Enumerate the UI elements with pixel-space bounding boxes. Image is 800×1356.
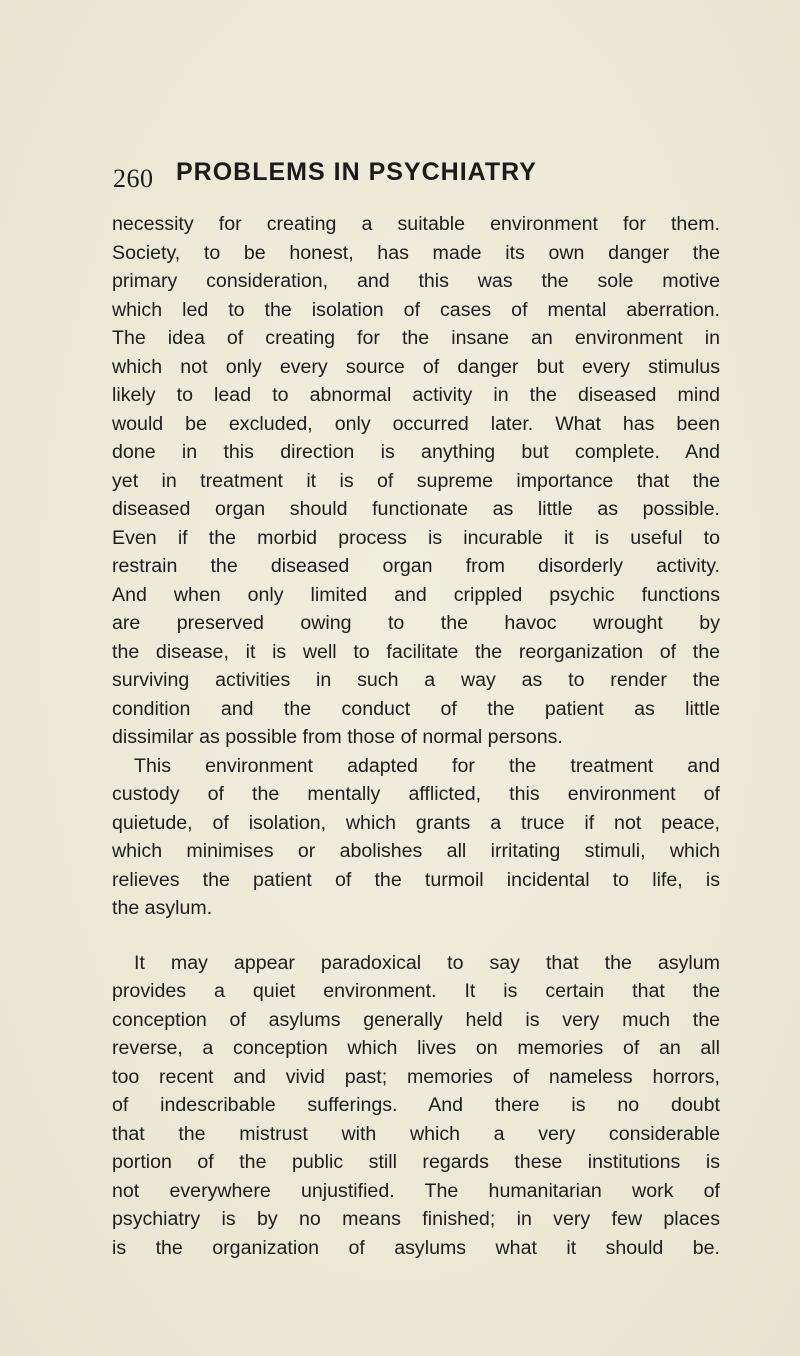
paragraph-3 (112, 949, 720, 1263)
paragraph-2 (112, 752, 720, 923)
section-gap (112, 923, 720, 949)
text-line: conception of asylums generally held is very much the (112, 1008, 720, 1031)
text-line: restrain the diseased organ from disorderly activity. (112, 555, 720, 577)
text-line: done in this direction is anything but complete. And (112, 441, 720, 463)
text-line: This environment adapted for the treatment and (134, 754, 720, 777)
text-line: provides a quiet environment. It is certain that the (112, 980, 720, 1002)
page-header (113, 158, 713, 198)
page-number: 260 (113, 164, 154, 193)
text-line: of indescribable sufferings. And there is no doubt (112, 1094, 720, 1116)
text-line: which minimises or abolishes all irritating stimuli, which (112, 840, 720, 862)
text-line: are preserved owing to the havoc wrought by (112, 612, 720, 634)
text-line: portion of the public still regards these institutions is (112, 1151, 720, 1173)
text-line: which not only every source of danger but every stimulus (112, 355, 720, 378)
text-line: diseased organ should functionate as little as possible. (112, 498, 720, 520)
text-line: Society, to be honest, has made its own danger the (112, 241, 720, 264)
running-title: PROBLEMS IN PSYCHIATRY (176, 158, 537, 186)
text-line: is the organization of asylums what it should be. (112, 1236, 720, 1259)
text-line: The idea of creating for the insane an environment in (112, 327, 720, 349)
text-line: not everywhere unjustified. The humanitarian work of (112, 1179, 720, 1202)
text-line: primary consideration, and this was the sole motive (112, 270, 720, 292)
text-line: condition and the conduct of the patient as little (112, 697, 720, 720)
text-line: psychiatry is by no means finished; in very few places (112, 1208, 720, 1230)
text-line: likely to lead to abnormal activity in the diseased mind (112, 384, 720, 406)
text-line: the asylum. (112, 897, 213, 919)
text-line: too recent and vivid past; memories of nameless horrors, (112, 1065, 720, 1088)
text-line: would be excluded, only occurred later. What has been (112, 412, 720, 435)
text-line: And when only limited and crippled psychic functions (112, 583, 720, 606)
paragraph-1 (112, 210, 720, 752)
text-line: yet in treatment it is of supreme importance that the (112, 469, 720, 492)
text-line: surviving activities in such a way as to render the (112, 669, 720, 691)
text-line: quietude, of isolation, which grants a truce if not peace, (112, 811, 720, 834)
text-line: that the mistrust with which a very considerable (112, 1122, 720, 1145)
text-line: Even if the morbid process is incurable it is useful to (112, 526, 720, 549)
text-line: dissimilar as possible from those of normal persons. (112, 726, 563, 748)
body-text (112, 210, 720, 1262)
text-line: custody of the mentally afflicted, this environment of (112, 783, 720, 805)
text-line: the disease, it is well to facilitate the reorganization of the (112, 640, 720, 663)
text-line: It may appear paradoxical to say that the asylum (134, 951, 720, 974)
text-line: reverse, a conception which lives on memories of an all (112, 1037, 720, 1059)
text-line: relieves the patient of the turmoil incidental to life, is (112, 868, 720, 891)
text-line: which led to the isolation of cases of mental aberration. (112, 298, 720, 321)
text-line: necessity for creating a suitable environment for them. (112, 213, 720, 235)
